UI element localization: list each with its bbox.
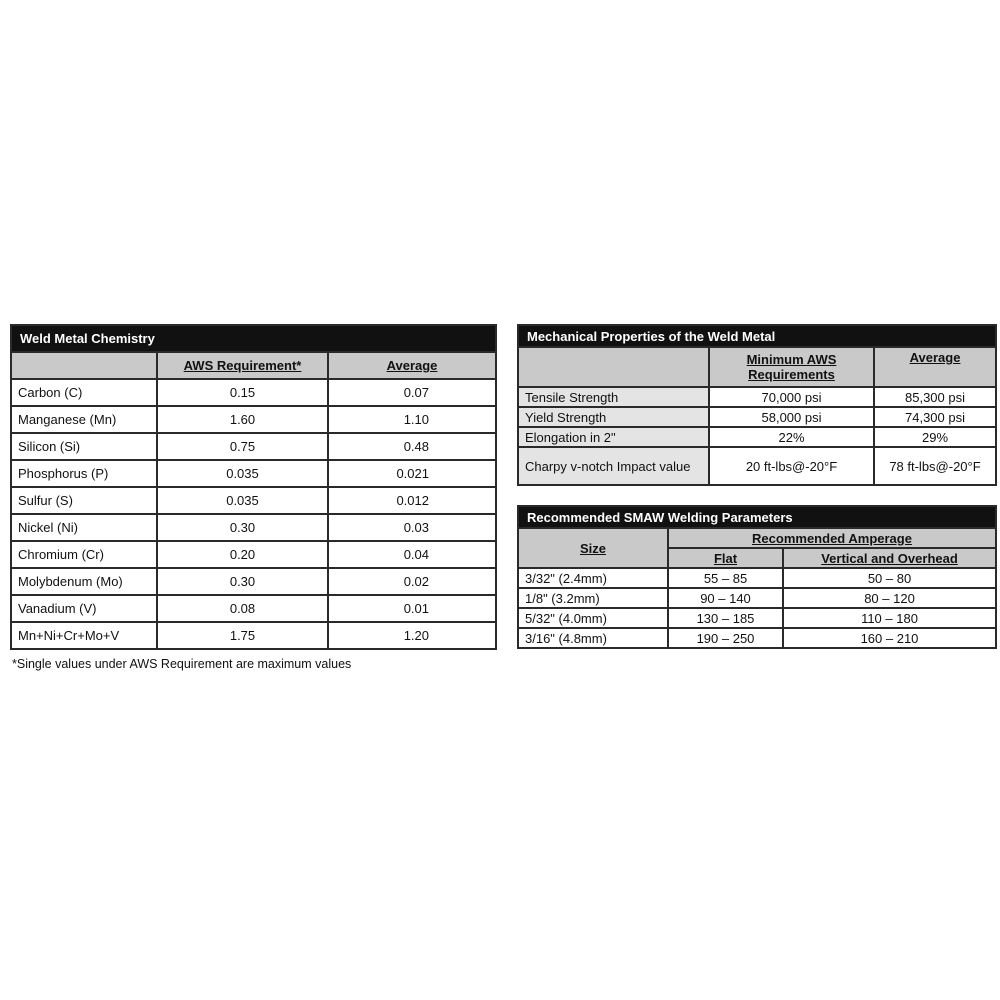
smaw-cell: 50 – 80 bbox=[783, 568, 996, 588]
smaw-cell: 190 – 250 bbox=[668, 628, 783, 648]
chemistry-cell: Manganese (Mn) bbox=[11, 406, 157, 433]
chemistry-cell: Silicon (Si) bbox=[11, 433, 157, 460]
chemistry-cell: 1.10 bbox=[328, 406, 496, 433]
chemistry-cell: 1.20 bbox=[328, 622, 496, 649]
mechanical-cell: Charpy v-notch Impact value bbox=[518, 447, 709, 485]
chemistry-cell: 0.04 bbox=[328, 541, 496, 568]
mechanical-cell: Tensile Strength bbox=[518, 387, 709, 407]
chemistry-cell: 0.30 bbox=[157, 514, 328, 541]
chemistry-cell: 0.07 bbox=[328, 379, 496, 406]
chemistry-cell: 1.75 bbox=[157, 622, 328, 649]
mechanical-header-minimum: Minimum AWS Requirements bbox=[709, 347, 874, 387]
smaw-header-vertical-overhead: Vertical and Overhead bbox=[783, 548, 996, 568]
chemistry-row bbox=[11, 379, 496, 406]
chemistry-header-aws: AWS Requirement* bbox=[157, 352, 328, 379]
chemistry-cell: 0.48 bbox=[328, 433, 496, 460]
mechanical-cell: 29% bbox=[874, 427, 996, 447]
chemistry-cell: Nickel (Ni) bbox=[11, 514, 157, 541]
smaw-cell: 3/16" (4.8mm) bbox=[518, 628, 668, 648]
smaw-row bbox=[518, 628, 996, 648]
mechanical-cell: 58,000 psi bbox=[709, 407, 874, 427]
chemistry-title: Weld Metal Chemistry bbox=[11, 325, 496, 352]
mechanical-cell: Yield Strength bbox=[518, 407, 709, 427]
chemistry-row bbox=[11, 460, 496, 487]
chemistry-cell: Vanadium (V) bbox=[11, 595, 157, 622]
chemistry-row bbox=[11, 541, 496, 568]
chemistry-row bbox=[11, 487, 496, 514]
smaw-row bbox=[518, 568, 996, 588]
chemistry-cell: Chromium (Cr) bbox=[11, 541, 157, 568]
chemistry-cell: 0.30 bbox=[157, 568, 328, 595]
smaw-cell: 1/8" (3.2mm) bbox=[518, 588, 668, 608]
chemistry-cell: Sulfur (S) bbox=[11, 487, 157, 514]
chemistry-cell: 0.75 bbox=[157, 433, 328, 460]
chemistry-cell: Mn+Ni+Cr+Mo+V bbox=[11, 622, 157, 649]
smaw-header-amperage: Recommended Amperage bbox=[668, 528, 996, 548]
mechanical-header-blank bbox=[518, 347, 709, 387]
smaw-cell: 3/32" (2.4mm) bbox=[518, 568, 668, 588]
chemistry-header-average: Average bbox=[328, 352, 496, 379]
chemistry-cell: 0.03 bbox=[328, 514, 496, 541]
chemistry-cell: 0.02 bbox=[328, 568, 496, 595]
mechanical-header-average: Average bbox=[874, 347, 996, 387]
chemistry-cell: 0.021 bbox=[328, 460, 496, 487]
chemistry-cell: 0.15 bbox=[157, 379, 328, 406]
smaw-cell: 5/32" (4.0mm) bbox=[518, 608, 668, 628]
mechanical-cell: 74,300 psi bbox=[874, 407, 996, 427]
mechanical-row bbox=[518, 427, 996, 447]
smaw-cell: 160 – 210 bbox=[783, 628, 996, 648]
mechanical-properties-table bbox=[517, 324, 997, 486]
chemistry-cell: 0.035 bbox=[157, 460, 328, 487]
mechanical-cell: 78 ft-lbs@-20°F bbox=[874, 447, 996, 485]
mechanical-title: Mechanical Properties of the Weld Metal bbox=[518, 325, 996, 347]
chemistry-header-blank bbox=[11, 352, 157, 379]
chemistry-row bbox=[11, 595, 496, 622]
chemistry-row bbox=[11, 622, 496, 649]
mechanical-cell: Elongation in 2" bbox=[518, 427, 709, 447]
chemistry-row bbox=[11, 433, 496, 460]
chemistry-cell: 0.01 bbox=[328, 595, 496, 622]
mechanical-cell: 70,000 psi bbox=[709, 387, 874, 407]
mechanical-cell: 20 ft-lbs@-20°F bbox=[709, 447, 874, 485]
mechanical-row bbox=[518, 387, 996, 407]
chemistry-cell: Molybdenum (Mo) bbox=[11, 568, 157, 595]
chemistry-cell: Carbon (C) bbox=[11, 379, 157, 406]
chemistry-footnote: *Single values under AWS Requirement are maximum values bbox=[12, 657, 352, 671]
chemistry-row bbox=[11, 514, 496, 541]
smaw-cell: 55 – 85 bbox=[668, 568, 783, 588]
chemistry-cell: 0.035 bbox=[157, 487, 328, 514]
chemistry-cell: 1.60 bbox=[157, 406, 328, 433]
chemistry-cell: Phosphorus (P) bbox=[11, 460, 157, 487]
mechanical-row bbox=[518, 447, 996, 485]
chemistry-cell: 0.20 bbox=[157, 541, 328, 568]
smaw-row bbox=[518, 588, 996, 608]
weld-metal-chemistry-table bbox=[10, 324, 497, 650]
smaw-parameters-table bbox=[517, 505, 997, 649]
smaw-cell: 110 – 180 bbox=[783, 608, 996, 628]
mechanical-cell: 85,300 psi bbox=[874, 387, 996, 407]
chemistry-row bbox=[11, 568, 496, 595]
smaw-title: Recommended SMAW Welding Parameters bbox=[518, 506, 996, 528]
chemistry-cell: 0.08 bbox=[157, 595, 328, 622]
smaw-cell: 80 – 120 bbox=[783, 588, 996, 608]
smaw-header-size: Size bbox=[518, 528, 668, 568]
mechanical-cell: 22% bbox=[709, 427, 874, 447]
chemistry-row bbox=[11, 406, 496, 433]
smaw-cell: 90 – 140 bbox=[668, 588, 783, 608]
mechanical-row bbox=[518, 407, 996, 427]
chemistry-cell: 0.012 bbox=[328, 487, 496, 514]
smaw-cell: 130 – 185 bbox=[668, 608, 783, 628]
smaw-header-flat: Flat bbox=[668, 548, 783, 568]
smaw-row bbox=[518, 608, 996, 628]
